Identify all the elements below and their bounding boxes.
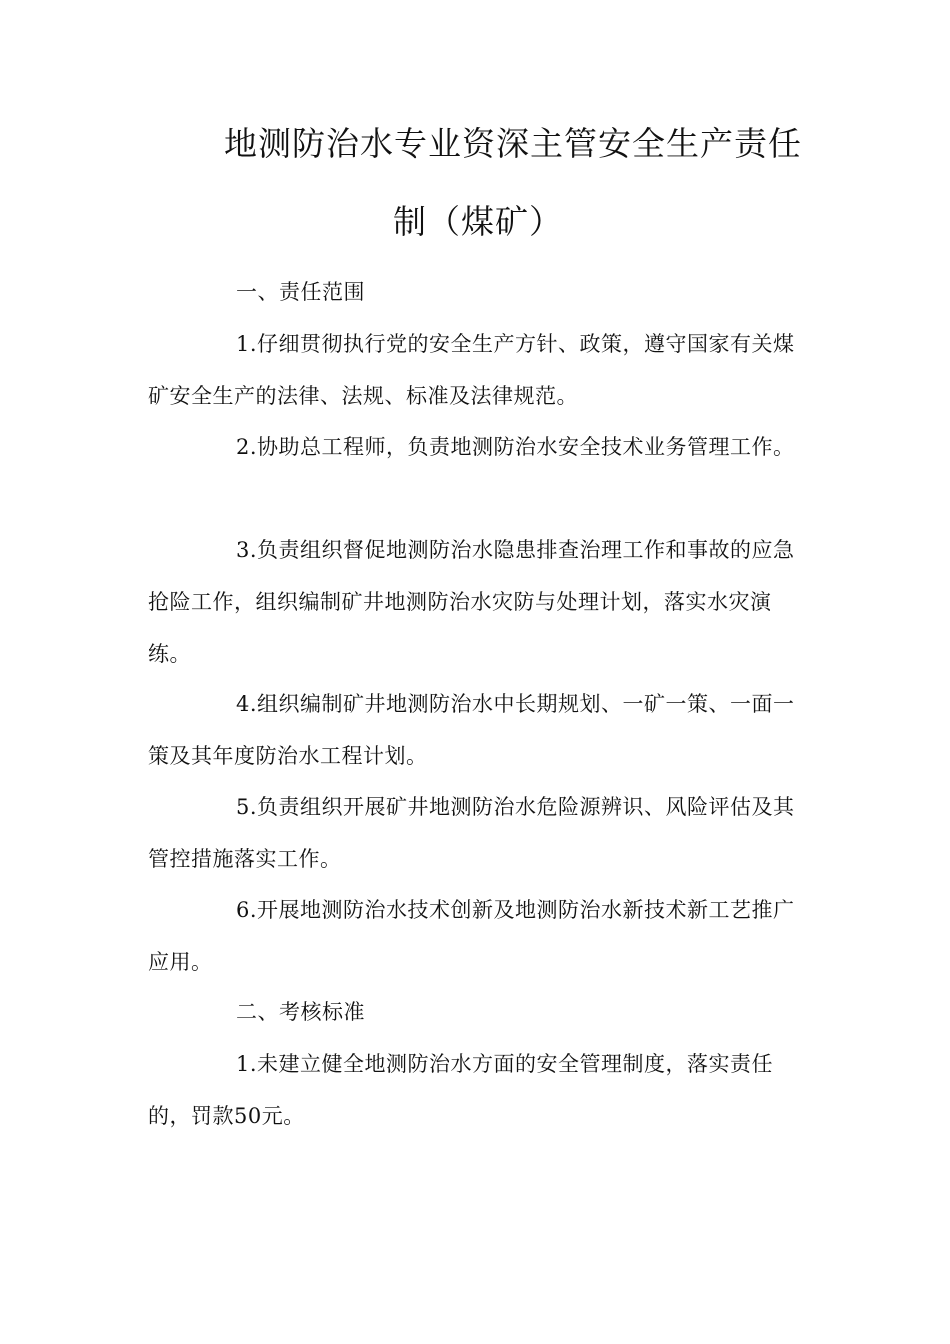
section-heading-responsibility-scope: 一、责任范围 (236, 280, 365, 304)
responsibility-item-3: 3.负责组织督促地测防治水隐患排查治理工作和事故的应急抢险工作，组织编制矿井地测防治水灾防与处理计划，落实水灾演练。 (148, 538, 795, 666)
responsibility-item-1: 1.仔细贯彻执行党的安全生产方针、政策，遵守国家有关煤矿安全生产的法律、法规、标准及法律规范。 (148, 332, 795, 408)
responsibility-item-5: 5.负责组织开展矿井地测防治水危险源辨识、风险评估及其管控措施落实工作。 (148, 795, 795, 871)
document-title-line-2: 制（煤矿） (393, 202, 563, 241)
section-heading-assessment-standard: 二、考核标准 (236, 1000, 365, 1024)
responsibility-item-6: 6.开展地测防治水技术创新及地测防治水新技术新工艺推广应用。 (148, 898, 795, 974)
responsibility-item-4: 4.组织编制矿井地测防治水中长期规划、一矿一策、一面一策及其年度防治水工程计划。 (148, 692, 795, 768)
assessment-item-1: 1.未建立健全地测防治水方面的安全管理制度，落实责任的，罚款50元。 (148, 1052, 774, 1128)
responsibility-item-2: 2.协助总工程师，负责地测防治水安全技术业务管理工作。 (236, 435, 795, 459)
document-title-line-1: 地测防治水专业资深主管安全生产责任 (224, 124, 802, 163)
